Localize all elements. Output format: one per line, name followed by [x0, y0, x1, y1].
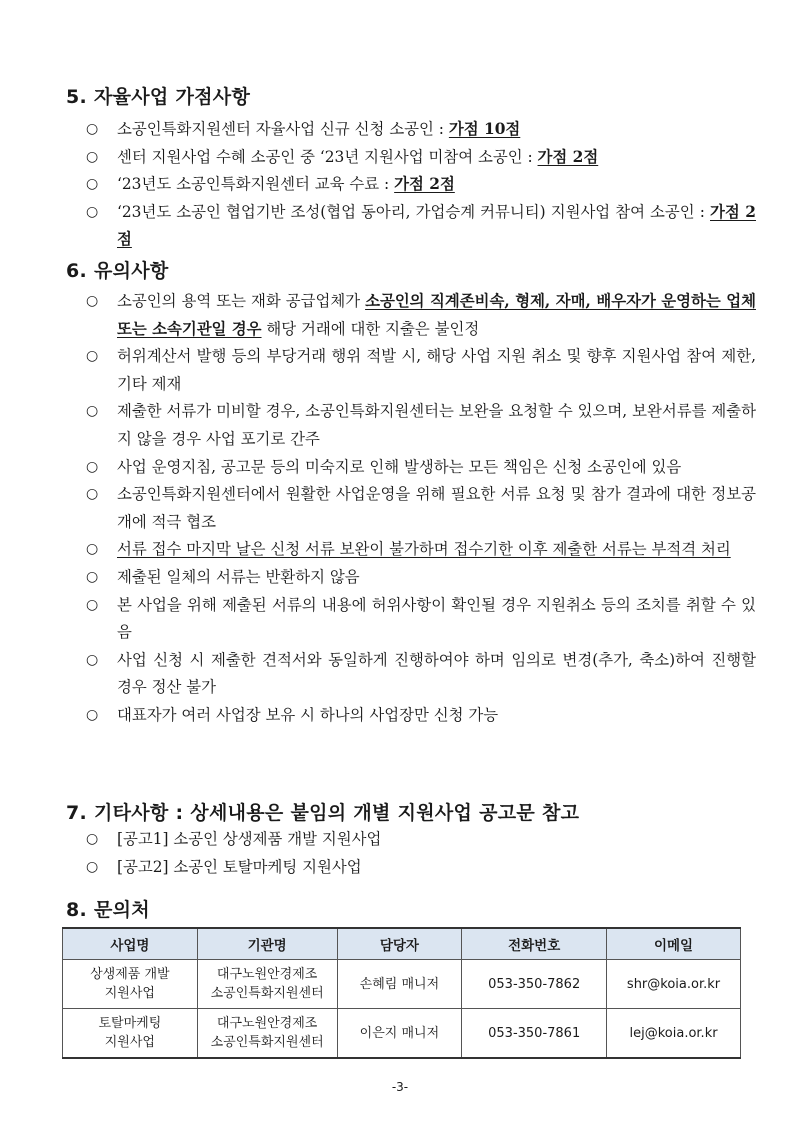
- cell-business: 토탈마케팅 지원사업: [63, 1009, 198, 1059]
- page-number: -3-: [391, 1080, 409, 1094]
- list-item: ○ ‘23년도 소공인특화지원센터 교육 수료 : 가점 2점: [66, 171, 756, 199]
- cell-phone: 053-350-7862: [462, 960, 607, 1009]
- list-item: ○ 소공인특화지원센터에서 원활한 사업운영을 위해 필요한 서류 요청 및 참가 결과에 대한 정보공개에 적극 협조: [66, 481, 756, 536]
- bullet: ○: [86, 858, 99, 875]
- table-row: [63, 1009, 741, 1059]
- section-5-title: 5. 자율사업 가점사항: [66, 86, 251, 108]
- bullet: ○: [86, 486, 99, 503]
- list-item: ○ 제출된 일체의 서류는 반환하지 않음: [66, 564, 756, 592]
- list-item: ○ 소공인의 용역 또는 재화 공급업체가 소공인의 직계존비속, 형제, 자매, 배우자가 운영하는 업체 또는 소속기관일 경우 해당 거래에 대한 지출은 불인정: [66, 288, 756, 343]
- list-item: [66, 536, 756, 564]
- contact-table: [62, 927, 741, 1059]
- cell-email: lej@koia.or.kr: [607, 1009, 741, 1059]
- bullet: ○: [86, 596, 99, 613]
- bullet: ○: [86, 458, 99, 475]
- section-7-title: 7. 기타사항 : 상세내용은 붙임의 개별 지원사업 공고문 참고: [66, 802, 580, 824]
- section-8: [66, 897, 756, 923]
- list-item: ○ 사업 운영지침, 공고문 등의 미숙지로 인해 발생하는 모든 책임은 신청 소공인에 있음: [66, 454, 756, 482]
- bullet: ○: [86, 706, 99, 723]
- list-item: ○ 소공인특화지원센터 자율사업 신규 신청 소공인 : 가점 10점: [66, 116, 756, 144]
- table-header-row: [63, 928, 741, 960]
- bullet: ○: [86, 293, 99, 309]
- section-8-title: 8. 문의처: [66, 899, 150, 921]
- list-item: ○ 센터 지원사업 수혜 소공인 중 ‘23년 지원사업 미참여 소공인 : 가점 2점: [66, 144, 756, 172]
- cell-organization: 대구노원안경제조 소공인특화지원센터: [197, 960, 337, 1009]
- bullet: ○: [86, 203, 99, 220]
- cell-organization: 대구노원안경제조 소공인특화지원센터: [197, 1009, 337, 1059]
- bullet: ○: [86, 403, 99, 420]
- column-header: 담당자: [337, 928, 462, 960]
- cell-contact-person: 이은지 매니저: [337, 1009, 462, 1059]
- bullet: ○: [86, 176, 99, 193]
- section-6-list: [66, 288, 756, 730]
- cell-phone: 053-350-7861: [462, 1009, 607, 1059]
- column-header: 사업명: [63, 928, 198, 960]
- list-item: ○ ‘23년도 소공인 협업기반 조성(협업 동아리, 가업승계 커뮤니티) 지원사업 참여 소공인 : 가점 2점: [66, 199, 756, 254]
- list-item: ○ 허위계산서 발행 등의 부당거래 행위 적발 시, 해당 사업 지원 취소 및 향후 지원사업 참여 제한, 기타 제재: [66, 343, 756, 398]
- section-5-list: [66, 116, 756, 254]
- emphasis-text: 소공인의 직계존비속, 형제, 자매, 배우자가 운영하는 업체 또는 소속기관일 경우: [117, 292, 756, 338]
- table-row: [63, 960, 741, 1009]
- cell-email: shr@koia.or.kr: [607, 960, 741, 1009]
- bullet: ○: [86, 148, 99, 165]
- list-item: ○ [공고1] 소공인 상생제품 개발 지원사업: [66, 826, 756, 854]
- list-item: ○ 본 사업을 위해 제출된 서류의 내용에 허위사항이 확인될 경우 지원취소 등의 조치를 취할 수 있음: [66, 592, 756, 647]
- list-item: ○ 제출한 서류가 미비할 경우, 소공인특화지원센터는 보완을 요청할 수 있으며, 보완서류를 제출하지 않을 경우 사업 포기로 간주: [66, 398, 756, 453]
- list-item: ○ 대표자가 여러 사업장 보유 시 하나의 사업장만 신청 가능: [66, 702, 756, 730]
- section-5: [66, 84, 756, 254]
- bullet: ○: [86, 121, 99, 137]
- cell-business: 상생제품 개발 지원사업: [63, 960, 198, 1009]
- section-7-list: [66, 826, 756, 881]
- column-header: 전화번호: [462, 928, 607, 960]
- bullet: ○: [86, 568, 99, 585]
- bullet: ○: [86, 541, 99, 558]
- section-6-title: 6. 유의사항: [66, 260, 169, 282]
- section-6: [66, 258, 756, 730]
- bullet: ○: [86, 651, 99, 668]
- cell-contact-person: 손혜림 매니저: [337, 960, 462, 1009]
- list-item: ○ [공고2] 소공인 토탈마케팅 지원사업: [66, 854, 756, 882]
- column-header: 기관명: [197, 928, 337, 960]
- bullet: ○: [86, 831, 99, 847]
- list-item: ○ 사업 신청 시 제출한 견적서와 동일하게 진행하여야 하며 임의로 변경(추가, 축소)하여 진행할 경우 정산 불가: [66, 647, 756, 702]
- bullet: ○: [86, 348, 99, 365]
- underlined-text: 서류 접수 마지막 날은 신청 서류 보완이 불가하며 접수기한 이후 제출한 서류는 부적격 처리: [117, 540, 731, 559]
- column-header: 이메일: [607, 928, 741, 960]
- section-7: [66, 800, 756, 881]
